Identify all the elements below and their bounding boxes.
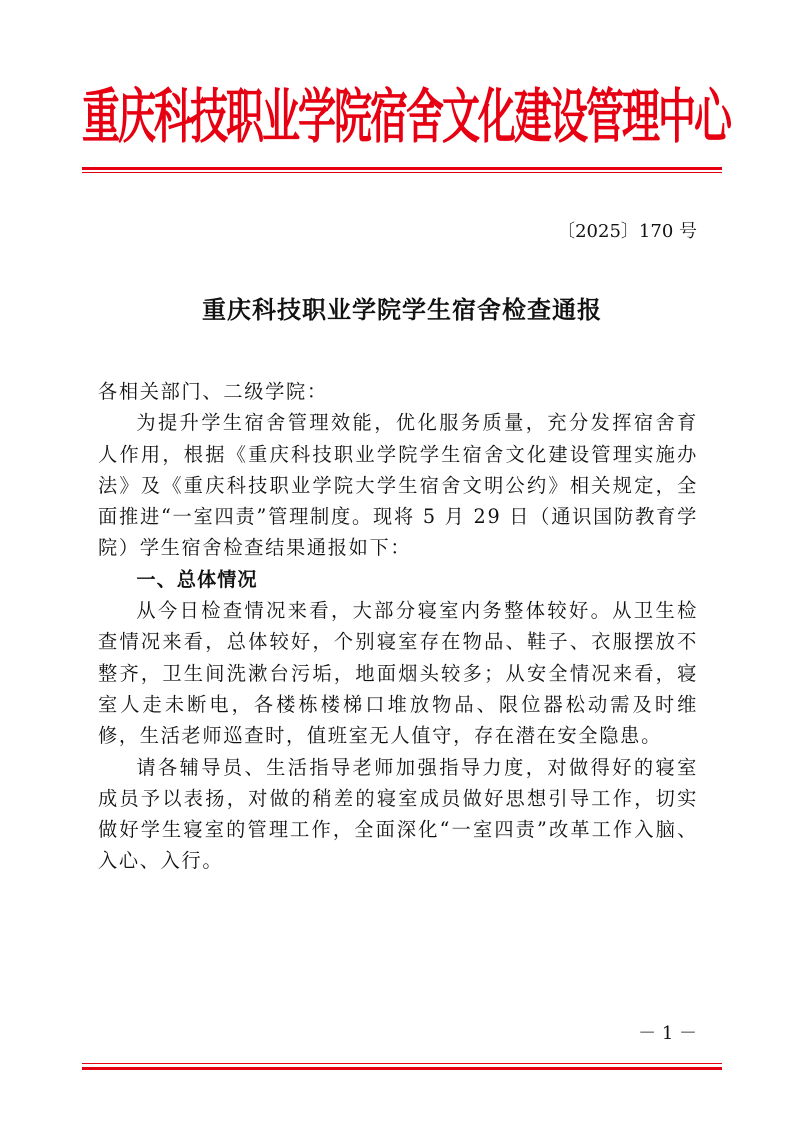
footer-divider-bottom [82,1067,722,1070]
paragraph-intro: 为提升学生宿舍管理效能，优化服务质量，充分发挥宿舍育人作用，根据《重庆科技职业学院学生宿舍文化建设管理实施办法》及《重庆科技职业学院大学生宿舍文明公约》相关规定，全面推进“一室四责”管理制度。现将 5 月 29 日（通识国防教育学院）学生宿舍检查结果通报如下： [98,411,698,560]
document-number: 〔2025〕170 号 [557,221,697,242]
letterhead-title: 重庆科技职业学院宿舍文化建设管理中心 [82,81,731,152]
letterhead-divider-top [82,167,722,170]
salutation: 各相关部门、二级学院： [98,380,328,403]
section-heading-overview: 一、总体情况 [136,567,258,591]
paragraph-overview: 从今日检查情况来看，大部分寝室内务整体较好。从卫生检查情况来看，总体较好，个别寝室存在物品、鞋子、衣服摆放不整齐，卫生间洗漱台污垢，地面烟头较多；从安全情况来看，寝室人走未断电，各楼栋楼梯口堆放物品、限位器松动需及时维修，生活老师巡查时，值班室无人值守，存在潜在安全隐患。 [98,599,698,748]
footer-divider-top [82,1063,722,1064]
document-title: 重庆科技职业学院学生宿舍检查通报 [202,295,602,324]
document-body [98,376,698,877]
letterhead-divider-bottom [82,172,722,173]
paragraph-requests: 请各辅导员、生活指导老师加强指导力度，对做得好的寝室成员予以表扬，对做的稍差的寝室成员做好思想引导工作，切实做好学生寝室的管理工作，全面深化“一室四责”改革工作入脑、入心、入行。 [98,755,698,873]
page-number: － 1 － [638,1023,697,1044]
